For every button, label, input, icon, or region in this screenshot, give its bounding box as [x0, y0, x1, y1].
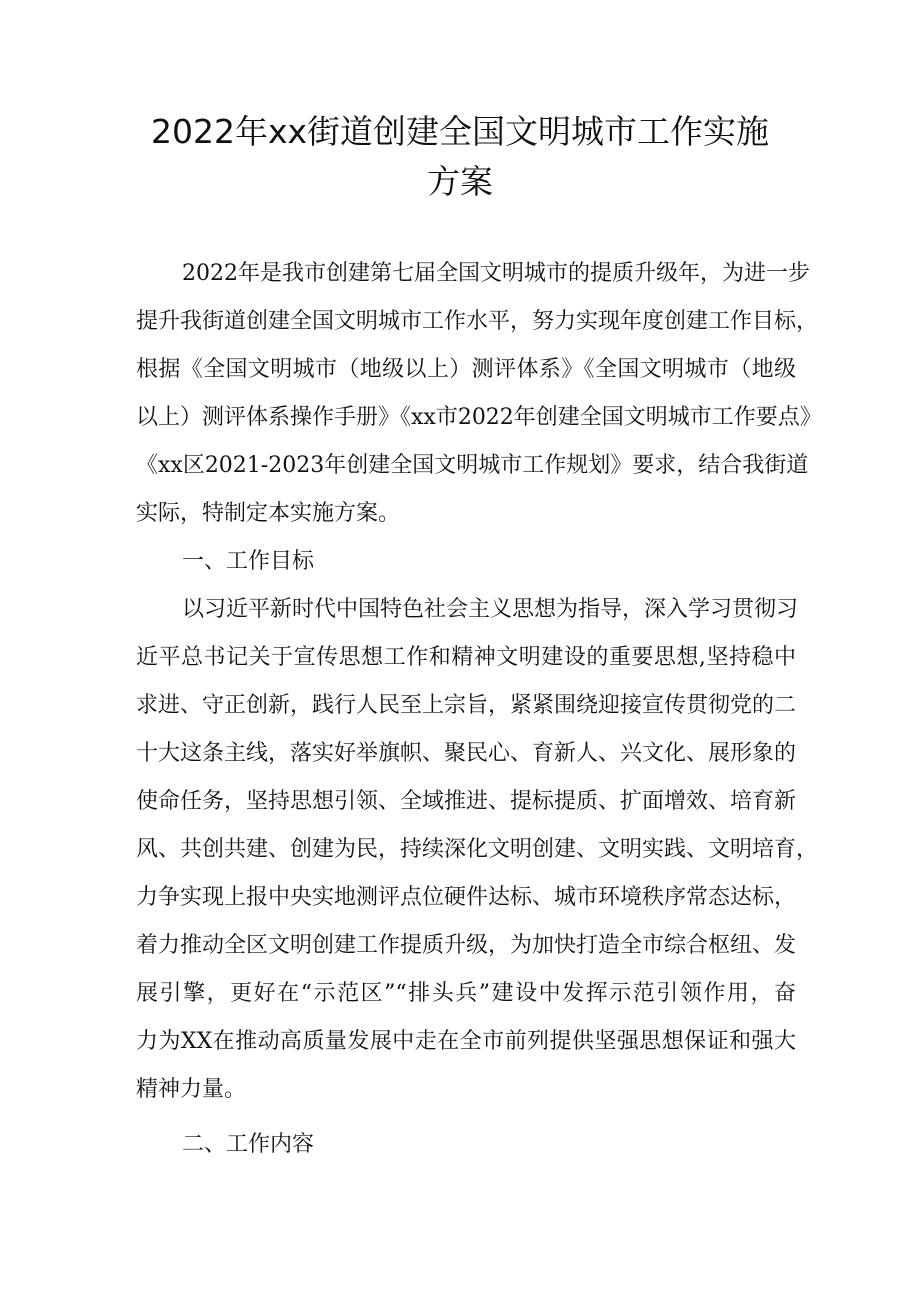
goal-line: 展引擎，更好在“示范区”“排头兵”建设中发挥示范引领作用，奋 — [136, 981, 796, 1006]
goal-line: 使命任务，坚持思想引领、全域推进、提标提质、扩面增效、培育新 — [136, 789, 797, 814]
document-title-line-1: 2022年xx街道创建全国文明城市工作实施 — [150, 112, 770, 151]
section-heading-content: 二、工作内容 — [182, 1132, 315, 1157]
intro-line: 提升我街道创建全国文明城市工作水平，努力实现年度创建工作目标， — [136, 309, 819, 334]
goal-line: 风、共创共建、创建为民，持续深化文明创建、文明实践、文明培育， — [136, 837, 819, 862]
goal-line: 求进、守正创新，践行人民至上宗旨，紧紧围绕迎接宣传贯彻党的二 — [136, 693, 797, 718]
document-title-line-2: 方案 — [427, 162, 493, 201]
goal-line: 近平总书记关于宣传思想工作和精神文明建设的重要思想,坚持稳中 — [136, 645, 796, 670]
goal-line: 力争实现上报中央实地测评点位硬件达标、城市环境秩序常态达标， — [136, 885, 797, 910]
goal-line: 力为XX在推动高质量发展中走在全市前列提供坚强思想保证和强大 — [136, 1029, 796, 1054]
intro-line: 《xx区2021-2023年创建全国文明城市工作规划》要求，结合我街道 — [136, 453, 809, 478]
intro-line: 根据《全国文明城市（地级以上）测评体系》《全国文明城市（地级 — [136, 357, 796, 382]
intro-line: 以上）测评体系操作手册》《xx市2022年创建全国文明城市工作要点》 — [136, 405, 822, 430]
goal-line: 十大这条主线，落实好举旗帜、聚民心、育新人、兴文化、展形象的 — [136, 741, 797, 766]
intro-line: 实际，特制定本实施方案。 — [136, 501, 401, 526]
goal-line: 精神力量。 — [136, 1077, 247, 1102]
goal-line: 以习近平新时代中国特色社会主义思想为指导，深入学习贯彻习 — [182, 597, 799, 622]
section-heading-goals: 一、工作目标 — [182, 549, 315, 574]
intro-line: 2022年是我市创建第七届全国文明城市的提质升级年，为进一步 — [182, 261, 810, 286]
goal-line: 着力推动全区文明创建工作提质升级，为加快打造全市综合枢纽、发 — [136, 933, 797, 958]
